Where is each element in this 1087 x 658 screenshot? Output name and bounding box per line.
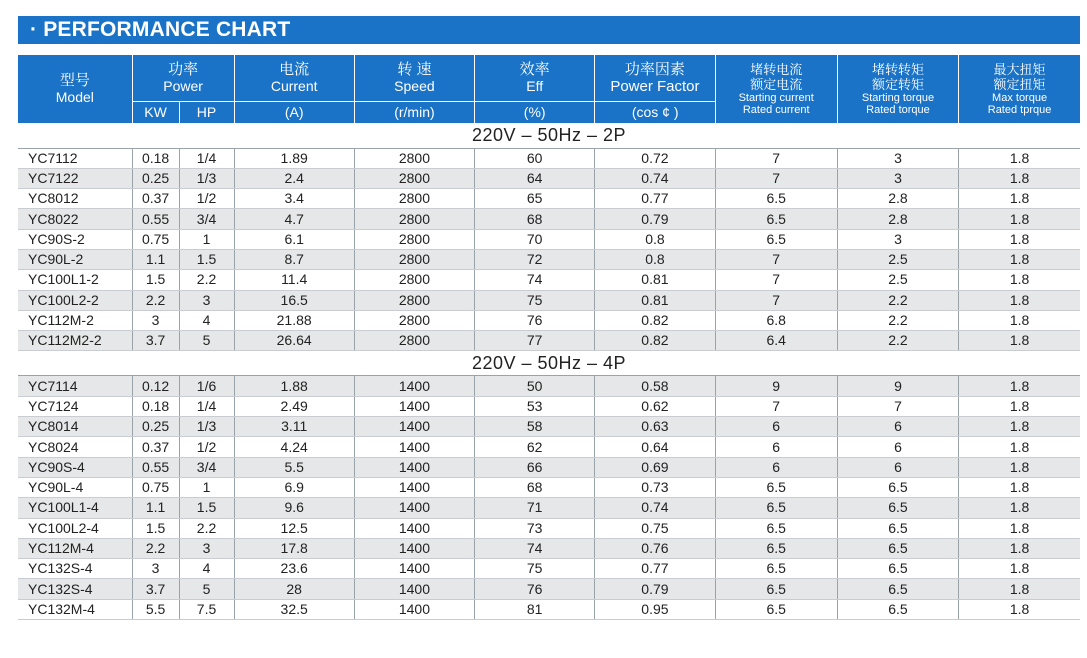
cell-current: 3.11 [234, 417, 354, 437]
cell-model: YC8022 [18, 209, 132, 229]
cell-model: YC100L1-4 [18, 498, 132, 518]
cell-current: 8.7 [234, 249, 354, 269]
cell-model: YC7122 [18, 168, 132, 188]
col-header-current-unit: (A) [234, 101, 354, 123]
cell-hp: 1/6 [179, 376, 234, 396]
cell-eff: 70 [475, 229, 595, 249]
cell-model: YC90S-2 [18, 229, 132, 249]
cell-max-torque: 1.8 [959, 599, 1080, 619]
cell-power-factor: 0.77 [595, 189, 715, 209]
cell-starting-current: 7 [715, 290, 837, 310]
cell-model: YC7124 [18, 396, 132, 416]
cell-speed: 1400 [354, 477, 474, 497]
cell-model: YC132S-4 [18, 559, 132, 579]
col-header-eff: 效率 Eff [475, 55, 595, 101]
cell-speed: 1400 [354, 559, 474, 579]
cell-eff: 73 [475, 518, 595, 538]
cell-max-torque: 1.8 [959, 498, 1080, 518]
cell-power-factor: 0.72 [595, 148, 715, 168]
cell-hp: 1/4 [179, 148, 234, 168]
cell-speed: 1400 [354, 538, 474, 558]
cell-speed: 2800 [354, 331, 474, 351]
cell-hp: 3/4 [179, 209, 234, 229]
cell-hp: 1/2 [179, 189, 234, 209]
cell-power-factor: 0.69 [595, 457, 715, 477]
cell-eff: 75 [475, 290, 595, 310]
cell-starting-torque: 3 [837, 148, 958, 168]
cell-starting-torque: 2.8 [837, 209, 958, 229]
cell-hp: 4 [179, 559, 234, 579]
cell-max-torque: 1.8 [959, 189, 1080, 209]
cell-eff: 65 [475, 189, 595, 209]
cell-power-factor: 0.64 [595, 437, 715, 457]
table-row [18, 457, 1080, 477]
cell-current: 1.88 [234, 376, 354, 396]
cell-model: YC8024 [18, 437, 132, 457]
table-row [18, 148, 1080, 168]
table-row [18, 396, 1080, 416]
cell-hp: 1/3 [179, 168, 234, 188]
cell-starting-current: 7 [715, 249, 837, 269]
table-row [18, 310, 1080, 330]
table-row [18, 168, 1080, 188]
cell-max-torque: 1.8 [959, 310, 1080, 330]
cell-eff: 76 [475, 579, 595, 599]
col-header-speed-unit: (r/min) [354, 101, 474, 123]
cell-speed: 2800 [354, 310, 474, 330]
cell-power-factor: 0.62 [595, 396, 715, 416]
cell-eff: 81 [475, 599, 595, 619]
cell-kw: 0.18 [132, 396, 179, 416]
cell-starting-torque: 6.5 [837, 538, 958, 558]
cell-starting-current: 7 [715, 168, 837, 188]
cell-current: 6.9 [234, 477, 354, 497]
cell-starting-current: 6 [715, 457, 837, 477]
cell-kw: 3 [132, 310, 179, 330]
cell-starting-current: 7 [715, 148, 837, 168]
cell-kw: 0.55 [132, 209, 179, 229]
cell-eff: 58 [475, 417, 595, 437]
cell-hp: 5 [179, 331, 234, 351]
cell-starting-current: 6 [715, 417, 837, 437]
cell-kw: 1.5 [132, 518, 179, 538]
cell-hp: 1 [179, 229, 234, 249]
cell-starting-current: 6.5 [715, 209, 837, 229]
cell-kw: 1.1 [132, 498, 179, 518]
cell-max-torque: 1.8 [959, 417, 1080, 437]
cell-starting-torque: 2.8 [837, 189, 958, 209]
cell-max-torque: 1.8 [959, 229, 1080, 249]
col-header-hp: HP [179, 101, 234, 123]
cell-starting-torque: 3 [837, 229, 958, 249]
cell-current: 16.5 [234, 290, 354, 310]
table-row [18, 417, 1080, 437]
cell-eff: 62 [475, 437, 595, 457]
table-row [18, 270, 1080, 290]
col-header-current: 电流 Current [234, 55, 354, 101]
cell-eff: 71 [475, 498, 595, 518]
table-row [18, 437, 1080, 457]
cell-hp: 4 [179, 310, 234, 330]
cell-max-torque: 1.8 [959, 457, 1080, 477]
cell-hp: 5 [179, 579, 234, 599]
cell-starting-current: 6.5 [715, 538, 837, 558]
cell-eff: 50 [475, 376, 595, 396]
col-header-starting-current: 堵转电流 额定电流 Starting current Rated current [715, 55, 837, 123]
col-header-power: 功率 Power [132, 55, 234, 101]
cell-current: 6.1 [234, 229, 354, 249]
cell-max-torque: 1.8 [959, 249, 1080, 269]
cell-current: 4.7 [234, 209, 354, 229]
cell-current: 26.64 [234, 331, 354, 351]
cell-speed: 1400 [354, 518, 474, 538]
cell-model: YC132S-4 [18, 579, 132, 599]
cell-power-factor: 0.81 [595, 290, 715, 310]
cell-current: 11.4 [234, 270, 354, 290]
cell-starting-current: 6.5 [715, 579, 837, 599]
table-row [18, 290, 1080, 310]
page-title-banner [18, 16, 1080, 44]
cell-starting-torque: 7 [837, 396, 958, 416]
cell-starting-torque: 6 [837, 457, 958, 477]
cell-max-torque: 1.8 [959, 290, 1080, 310]
cell-power-factor: 0.8 [595, 229, 715, 249]
cell-power-factor: 0.81 [595, 270, 715, 290]
cell-speed: 2800 [354, 249, 474, 269]
cell-current: 5.5 [234, 457, 354, 477]
cell-current: 1.89 [234, 148, 354, 168]
cell-starting-torque: 6.5 [837, 498, 958, 518]
cell-eff: 74 [475, 270, 595, 290]
cell-max-torque: 1.8 [959, 477, 1080, 497]
cell-hp: 1.5 [179, 498, 234, 518]
cell-current: 2.4 [234, 168, 354, 188]
cell-model: YC8012 [18, 189, 132, 209]
section-title: 220V – 50Hz – 2P [18, 123, 1080, 148]
cell-eff: 68 [475, 209, 595, 229]
page-title: PERFORMANCE CHART [43, 18, 291, 41]
cell-starting-current: 6 [715, 437, 837, 457]
cell-model: YC90S-4 [18, 457, 132, 477]
cell-model: YC90L-4 [18, 477, 132, 497]
cell-starting-torque: 2.5 [837, 270, 958, 290]
cell-starting-current: 6.8 [715, 310, 837, 330]
cell-max-torque: 1.8 [959, 538, 1080, 558]
cell-kw: 0.25 [132, 417, 179, 437]
cell-kw: 0.18 [132, 148, 179, 168]
cell-starting-torque: 2.2 [837, 290, 958, 310]
cell-speed: 2800 [354, 270, 474, 290]
cell-eff: 60 [475, 148, 595, 168]
cell-model: YC112M-2 [18, 310, 132, 330]
cell-current: 3.4 [234, 189, 354, 209]
table-row [18, 538, 1080, 558]
col-header-eff-unit: (%) [475, 101, 595, 123]
cell-starting-current: 6.5 [715, 518, 837, 538]
cell-starting-current: 9 [715, 376, 837, 396]
cell-hp: 3 [179, 290, 234, 310]
cell-starting-torque: 6.5 [837, 579, 958, 599]
cell-current: 4.24 [234, 437, 354, 457]
cell-max-torque: 1.8 [959, 437, 1080, 457]
table-body [18, 123, 1080, 620]
cell-kw: 3 [132, 559, 179, 579]
col-header-starting-torque: 堵转转矩 额定转矩 Starting torque Rated torque [837, 55, 958, 123]
cell-power-factor: 0.77 [595, 559, 715, 579]
cell-power-factor: 0.95 [595, 599, 715, 619]
cell-max-torque: 1.8 [959, 559, 1080, 579]
cell-eff: 74 [475, 538, 595, 558]
col-header-kw: KW [132, 101, 179, 123]
cell-speed: 2800 [354, 209, 474, 229]
cell-hp: 1/2 [179, 437, 234, 457]
cell-starting-current: 6.4 [715, 331, 837, 351]
cell-starting-current: 6.5 [715, 559, 837, 579]
cell-starting-torque: 6 [837, 437, 958, 457]
cell-hp: 1.5 [179, 249, 234, 269]
section-title: 220V – 50Hz – 4P [18, 351, 1080, 376]
cell-hp: 1/4 [179, 396, 234, 416]
cell-power-factor: 0.8 [595, 249, 715, 269]
section-header-row [18, 351, 1080, 376]
cell-speed: 2800 [354, 168, 474, 188]
cell-speed: 1400 [354, 396, 474, 416]
cell-model: YC100L2-4 [18, 518, 132, 538]
table-row [18, 189, 1080, 209]
cell-starting-current: 6.5 [715, 599, 837, 619]
col-header-max-torque: 最大扭矩 额定扭矩 Max torque Rated tprque [959, 55, 1080, 123]
cell-power-factor: 0.58 [595, 376, 715, 396]
cell-hp: 2.2 [179, 270, 234, 290]
cell-starting-current: 6.5 [715, 229, 837, 249]
cell-kw: 2.2 [132, 538, 179, 558]
cell-max-torque: 1.8 [959, 148, 1080, 168]
table-row [18, 498, 1080, 518]
col-header-power-factor: 功率因素 Power Factor [595, 55, 715, 101]
cell-max-torque: 1.8 [959, 270, 1080, 290]
cell-model: YC7114 [18, 376, 132, 396]
cell-model: YC7112 [18, 148, 132, 168]
cell-starting-current: 6.5 [715, 498, 837, 518]
cell-starting-current: 7 [715, 396, 837, 416]
cell-model: YC100L1-2 [18, 270, 132, 290]
cell-current: 12.5 [234, 518, 354, 538]
cell-starting-current: 6.5 [715, 189, 837, 209]
cell-kw: 0.37 [132, 437, 179, 457]
cell-hp: 1 [179, 477, 234, 497]
cell-power-factor: 0.63 [595, 417, 715, 437]
cell-eff: 66 [475, 457, 595, 477]
cell-max-torque: 1.8 [959, 331, 1080, 351]
cell-model: YC132M-4 [18, 599, 132, 619]
cell-speed: 2800 [354, 290, 474, 310]
cell-kw: 0.25 [132, 168, 179, 188]
cell-speed: 1400 [354, 599, 474, 619]
cell-speed: 2800 [354, 148, 474, 168]
cell-model: YC90L-2 [18, 249, 132, 269]
cell-max-torque: 1.8 [959, 376, 1080, 396]
cell-kw: 1.5 [132, 270, 179, 290]
cell-eff: 64 [475, 168, 595, 188]
table-row [18, 599, 1080, 619]
cell-starting-torque: 6.5 [837, 599, 958, 619]
cell-power-factor: 0.82 [595, 310, 715, 330]
table-row [18, 209, 1080, 229]
table-header [18, 55, 1080, 123]
cell-kw: 3.7 [132, 579, 179, 599]
cell-max-torque: 1.8 [959, 518, 1080, 538]
cell-current: 21.88 [234, 310, 354, 330]
cell-current: 2.49 [234, 396, 354, 416]
cell-starting-torque: 2.2 [837, 331, 958, 351]
cell-model: YC100L2-2 [18, 290, 132, 310]
col-header-pf-unit: (cos ¢ ) [595, 101, 715, 123]
table-row [18, 477, 1080, 497]
cell-kw: 5.5 [132, 599, 179, 619]
cell-starting-torque: 2.5 [837, 249, 958, 269]
cell-power-factor: 0.75 [595, 518, 715, 538]
cell-eff: 75 [475, 559, 595, 579]
cell-starting-torque: 6.5 [837, 559, 958, 579]
cell-hp: 2.2 [179, 518, 234, 538]
cell-current: 28 [234, 579, 354, 599]
cell-power-factor: 0.74 [595, 498, 715, 518]
cell-max-torque: 1.8 [959, 579, 1080, 599]
cell-kw: 3.7 [132, 331, 179, 351]
cell-starting-torque: 3 [837, 168, 958, 188]
cell-starting-torque: 6 [837, 417, 958, 437]
title-bullet: · [30, 18, 38, 41]
cell-model: YC112M2-2 [18, 331, 132, 351]
cell-speed: 1400 [354, 498, 474, 518]
cell-starting-torque: 6.5 [837, 477, 958, 497]
cell-current: 17.8 [234, 538, 354, 558]
col-header-speed: 转 速 Speed [354, 55, 474, 101]
cell-kw: 1.1 [132, 249, 179, 269]
cell-speed: 1400 [354, 376, 474, 396]
cell-speed: 1400 [354, 437, 474, 457]
cell-kw: 2.2 [132, 290, 179, 310]
cell-starting-torque: 2.2 [837, 310, 958, 330]
cell-kw: 0.12 [132, 376, 179, 396]
cell-power-factor: 0.74 [595, 168, 715, 188]
cell-hp: 3/4 [179, 457, 234, 477]
cell-max-torque: 1.8 [959, 209, 1080, 229]
table-row [18, 331, 1080, 351]
cell-starting-torque: 6.5 [837, 518, 958, 538]
cell-power-factor: 0.82 [595, 331, 715, 351]
cell-power-factor: 0.79 [595, 579, 715, 599]
cell-power-factor: 0.79 [595, 209, 715, 229]
cell-power-factor: 0.76 [595, 538, 715, 558]
cell-speed: 1400 [354, 579, 474, 599]
cell-starting-torque: 9 [837, 376, 958, 396]
table-row [18, 229, 1080, 249]
cell-starting-current: 7 [715, 270, 837, 290]
cell-speed: 1400 [354, 457, 474, 477]
cell-hp: 3 [179, 538, 234, 558]
cell-speed: 2800 [354, 229, 474, 249]
cell-current: 23.6 [234, 559, 354, 579]
cell-kw: 0.55 [132, 457, 179, 477]
section-header-row [18, 123, 1080, 148]
cell-hp: 7.5 [179, 599, 234, 619]
cell-starting-current: 6.5 [715, 477, 837, 497]
cell-eff: 76 [475, 310, 595, 330]
cell-current: 9.6 [234, 498, 354, 518]
cell-model: YC8014 [18, 417, 132, 437]
cell-max-torque: 1.8 [959, 396, 1080, 416]
table-row [18, 559, 1080, 579]
table-row [18, 376, 1080, 396]
cell-speed: 2800 [354, 189, 474, 209]
cell-kw: 0.75 [132, 229, 179, 249]
table-row [18, 249, 1080, 269]
table-row [18, 518, 1080, 538]
cell-hp: 1/3 [179, 417, 234, 437]
cell-eff: 72 [475, 249, 595, 269]
cell-power-factor: 0.73 [595, 477, 715, 497]
cell-kw: 0.37 [132, 189, 179, 209]
table-row [18, 579, 1080, 599]
cell-eff: 53 [475, 396, 595, 416]
cell-max-torque: 1.8 [959, 168, 1080, 188]
cell-kw: 0.75 [132, 477, 179, 497]
cell-eff: 77 [475, 331, 595, 351]
cell-eff: 68 [475, 477, 595, 497]
cell-model: YC112M-4 [18, 538, 132, 558]
cell-speed: 1400 [354, 417, 474, 437]
col-header-model: 型号 Model [18, 55, 132, 123]
cell-current: 32.5 [234, 599, 354, 619]
performance-table [18, 55, 1080, 620]
